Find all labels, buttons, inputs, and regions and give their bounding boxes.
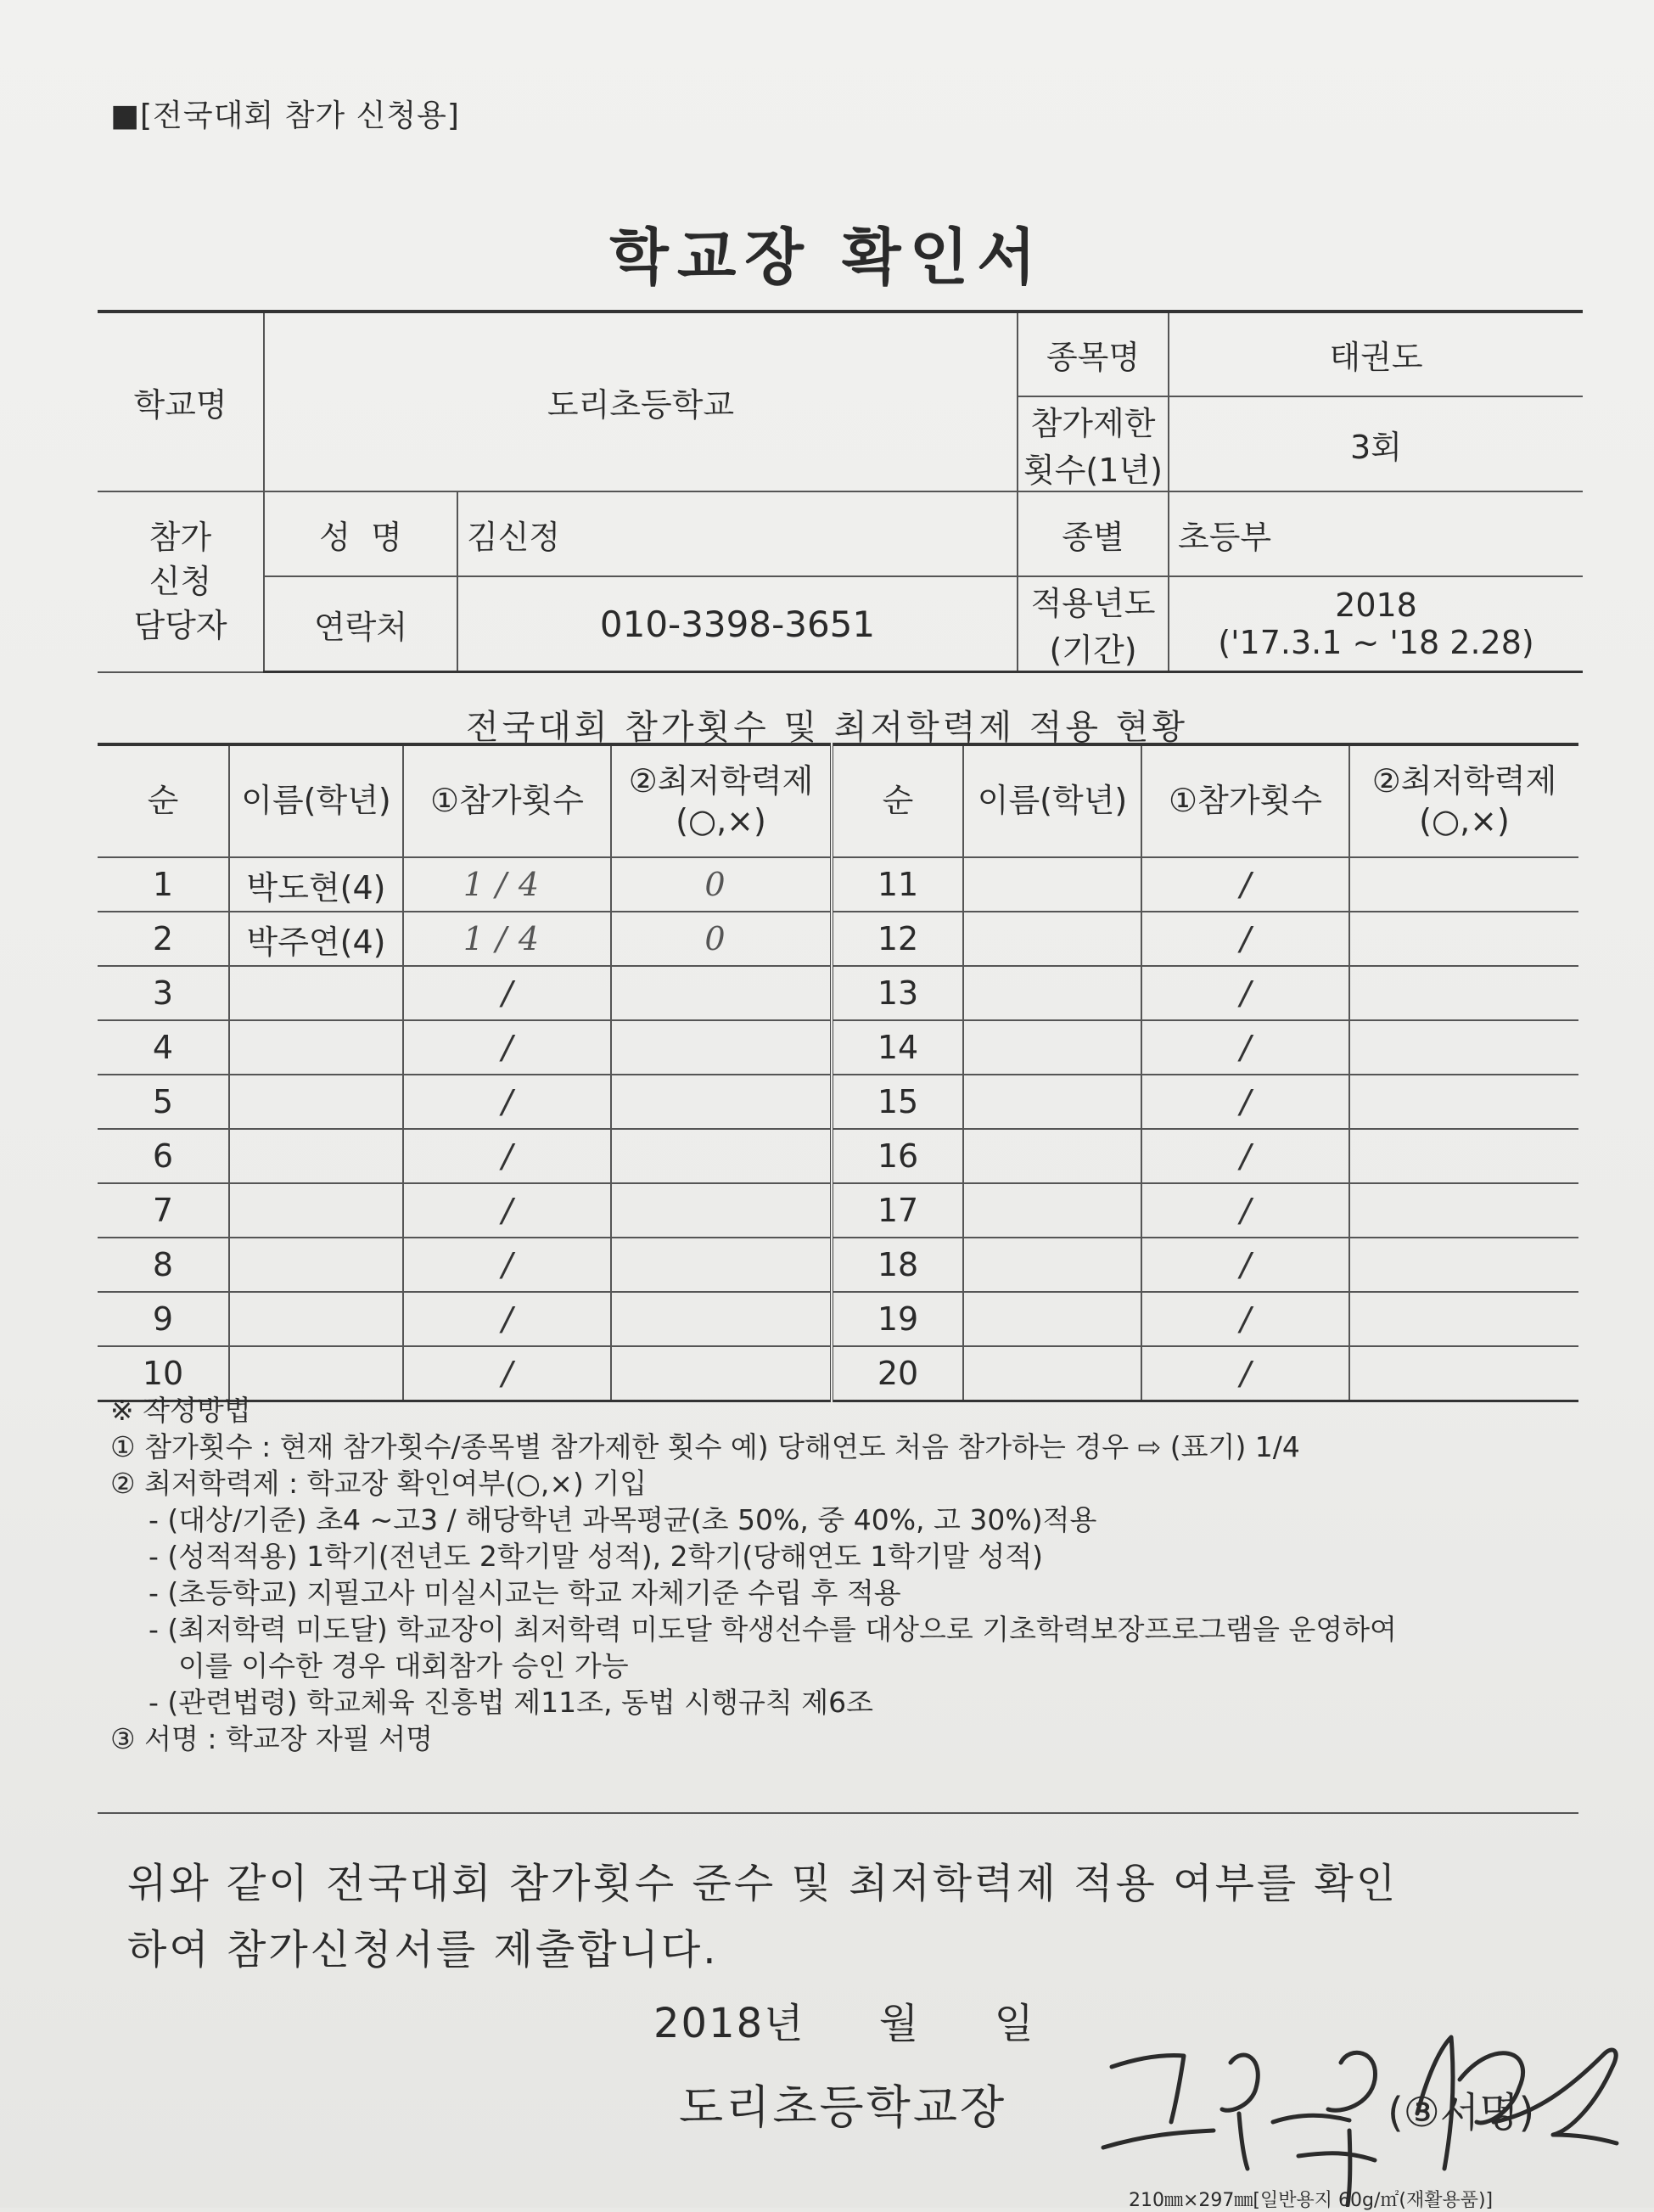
table-row — [98, 1129, 1578, 1183]
name-label: 성 명 — [264, 491, 457, 576]
row-no: 16 — [832, 1129, 963, 1183]
row-no: 8 — [98, 1238, 229, 1292]
row-academic — [611, 1292, 832, 1346]
table-row — [98, 912, 1578, 966]
header-academic-right — [1349, 744, 1578, 857]
row-no: 10 — [98, 1346, 229, 1401]
event-label: 종목명 — [1018, 312, 1169, 396]
row-count: / — [403, 1075, 611, 1129]
year-value-cell — [1169, 576, 1583, 672]
row-academic — [1349, 912, 1578, 966]
header-academic-line2: (○,×) — [676, 802, 766, 839]
row-academic — [611, 966, 832, 1020]
row-no: 18 — [832, 1238, 963, 1292]
row-name — [963, 1129, 1141, 1183]
contact-group-line2: 신청 — [149, 563, 212, 601]
row-count: / — [1141, 1183, 1349, 1238]
row-no: 1 — [98, 857, 229, 912]
row-count: / — [1141, 1238, 1349, 1292]
limit-label-line1: 참가제한 — [1030, 405, 1156, 442]
row-no: 17 — [832, 1183, 963, 1238]
row-count: 1/4 — [403, 912, 611, 966]
row-no: 3 — [98, 966, 229, 1020]
row-name — [963, 1292, 1141, 1346]
row-no: 20 — [832, 1346, 963, 1401]
date-day: 일 — [994, 2000, 1035, 2047]
table-row — [98, 1292, 1578, 1346]
phone-value: 010-3398-3651 — [457, 576, 1018, 672]
row-count: / — [403, 966, 611, 1020]
date-year: 2018년 — [653, 2000, 805, 2047]
row-name — [963, 1075, 1141, 1129]
instruction-detail: - (관련법령) 학교체육 진흥법 제11조, 동법 시행규칙 제6조 — [149, 1686, 873, 1719]
row-academic — [611, 1129, 832, 1183]
contact-group-label — [98, 491, 264, 672]
date-month: 월 — [878, 2000, 921, 2047]
instruction-detail: - (성적적용) 1학기(전년도 2학기말 성적), 2학기(당해연도 1학기말 성적) — [149, 1540, 1044, 1573]
table-row — [98, 1238, 1578, 1292]
row-name — [963, 857, 1141, 912]
row-name — [229, 1020, 403, 1075]
row-no: 2 — [98, 912, 229, 966]
row-count: / — [403, 1183, 611, 1238]
row-academic — [611, 1238, 832, 1292]
row-academic — [1349, 1292, 1578, 1346]
instruction-detail: 이를 이수한 경우 대회참가 승인 가능 — [178, 1649, 629, 1682]
row-name — [229, 1075, 403, 1129]
row-count: / — [403, 1292, 611, 1346]
year-value: 2018 — [1335, 587, 1417, 624]
row-count: / — [1141, 1075, 1349, 1129]
row-no: 7 — [98, 1183, 229, 1238]
row-no: 6 — [98, 1129, 229, 1183]
row-academic — [1349, 1075, 1578, 1129]
row-name — [229, 1292, 403, 1346]
row-no: 5 — [98, 1075, 229, 1129]
row-no: 12 — [832, 912, 963, 966]
row-count: / — [1141, 1020, 1349, 1075]
declaration-line1: 위와 같이 전국대회 참가횟수 준수 및 최저학력제 적용 여부를 확인 — [127, 1860, 1399, 1907]
row-academic — [1349, 966, 1578, 1020]
status-title: 전국대회 참가횟수 및 최저학력제 적용 현황 — [465, 708, 1189, 747]
header-academic-line1: ②최저학력제 — [1371, 761, 1557, 800]
header-name-left: 이름(학년) — [229, 744, 403, 857]
division-label: 종별 — [1018, 491, 1169, 576]
row-name — [229, 1183, 403, 1238]
date-line — [653, 1990, 1095, 2049]
row-count: / — [1141, 966, 1349, 1020]
header-count-right: ①참가횟수 — [1141, 744, 1349, 857]
school-label: 학교명 — [98, 312, 264, 491]
limit-value: 3회 — [1169, 396, 1583, 491]
instruction-item: ① 참가횟수 : 현재 참가횟수/종목별 참가제한 횟수 예) 당해연도 처음 참가하는 경우 ⇨ (표기) 1/4 — [110, 1430, 1300, 1463]
row-academic: 0 — [611, 912, 832, 966]
event-value: 태권도 — [1169, 312, 1583, 396]
table-row — [98, 1075, 1578, 1129]
row-name — [229, 1238, 403, 1292]
row-count: / — [1141, 1292, 1349, 1346]
divider — [98, 1812, 1578, 1814]
row-name — [963, 966, 1141, 1020]
declaration-line2: 하여 참가신청서를 제출합니다. — [127, 1926, 719, 1973]
header-no-right: 순 — [832, 744, 963, 857]
row-academic — [1349, 857, 1578, 912]
instruction-detail: - (대상/기준) 초4 ~고3 / 해당학년 과목평균(초 50%, 중 40%, 고 30%)적용 — [149, 1503, 1097, 1536]
paper-spec-footer: 210㎜×297㎜[일반용지 60g/㎡(재활용품)] — [1129, 2190, 1494, 2211]
instruction-item: ③ 서명 : 학교장 자필 서명 — [110, 1722, 434, 1755]
header-no-left: 순 — [98, 744, 229, 857]
row-academic — [1349, 1238, 1578, 1292]
school-name: 도리초등학교 — [264, 312, 1018, 491]
contact-group-line1: 참가 — [149, 519, 212, 557]
row-count: / — [1141, 857, 1349, 912]
limit-label-line2: 횟수(1년) — [1023, 452, 1163, 489]
handwritten-signature — [1095, 1986, 1638, 2207]
row-academic — [1349, 1183, 1578, 1238]
row-academic — [611, 1075, 832, 1129]
row-count: / — [403, 1346, 611, 1401]
row-name — [963, 1238, 1141, 1292]
row-no: 9 — [98, 1292, 229, 1346]
signature-label: (③서명) — [1388, 2089, 1535, 2136]
row-name — [963, 912, 1141, 966]
instruction-detail: - (최저학력 미도달) 학교장이 최저학력 미도달 학생선수를 대상으로 기초학력보장프로그램을 운영하여 — [149, 1613, 1397, 1646]
year-label — [1018, 576, 1169, 672]
row-no: 4 — [98, 1020, 229, 1075]
row-count: / — [403, 1238, 611, 1292]
year-label-line2: (기간) — [1049, 632, 1137, 669]
row-count: / — [403, 1129, 611, 1183]
instruction-detail: - (초등학교) 지필고사 미실시교는 학교 자체기준 수립 후 적용 — [149, 1576, 901, 1609]
period-value: ('17.3.1 ~ '18 2.28) — [1218, 624, 1534, 661]
instructions — [110, 1392, 1587, 1757]
header-academic-line1: ②최저학력제 — [628, 761, 814, 800]
row-name — [963, 1183, 1141, 1238]
table-row — [98, 1183, 1578, 1238]
instruction-item: ② 최저학력제 : 학교장 확인여부(○,×) 기입 — [110, 1467, 648, 1500]
row-no: 19 — [832, 1292, 963, 1346]
declaration — [127, 1850, 1553, 1983]
row-no: 15 — [832, 1075, 963, 1129]
principal-title: 도리초등학교장 — [679, 2080, 1007, 2134]
table-row — [98, 966, 1578, 1020]
contact-group-line3: 담당자 — [133, 607, 227, 645]
row-name: 박도현(4) — [229, 857, 403, 912]
division-value: 초등부 — [1169, 491, 1583, 576]
year-label-line1: 적용년도 — [1030, 585, 1156, 622]
row-academic — [611, 1020, 832, 1075]
header-academic-line2: (○,×) — [1419, 802, 1510, 839]
row-name — [963, 1020, 1141, 1075]
row-count: / — [1141, 1129, 1349, 1183]
info-table — [98, 310, 1583, 673]
row-count: / — [1141, 1346, 1349, 1401]
row-no: 14 — [832, 1020, 963, 1075]
row-name — [229, 966, 403, 1020]
row-academic — [1349, 1020, 1578, 1075]
status-table — [98, 743, 1578, 1402]
limit-label — [1018, 396, 1169, 491]
page-title: 학교장 확인서 — [609, 222, 1045, 293]
instructions-heading: ※ 작성방법 — [110, 1394, 251, 1427]
name-value: 김신정 — [457, 491, 1018, 576]
row-count: / — [403, 1020, 611, 1075]
table-row — [98, 857, 1578, 912]
header-name-right: 이름(학년) — [963, 744, 1141, 857]
table-row — [98, 1020, 1578, 1075]
row-name: 박주연(4) — [229, 912, 403, 966]
row-count: / — [1141, 912, 1349, 966]
header-count-left: ①참가횟수 — [403, 744, 611, 857]
row-count: 1/4 — [403, 857, 611, 912]
row-no: 11 — [832, 857, 963, 912]
form-tag: ■[전국대회 참가 신청용] — [110, 98, 460, 133]
row-academic — [611, 1183, 832, 1238]
row-academic — [1349, 1129, 1578, 1183]
row-academic: 0 — [611, 857, 832, 912]
row-no: 13 — [832, 966, 963, 1020]
phone-label: 연락처 — [264, 576, 457, 672]
header-academic-left — [611, 744, 832, 857]
row-name — [229, 1129, 403, 1183]
